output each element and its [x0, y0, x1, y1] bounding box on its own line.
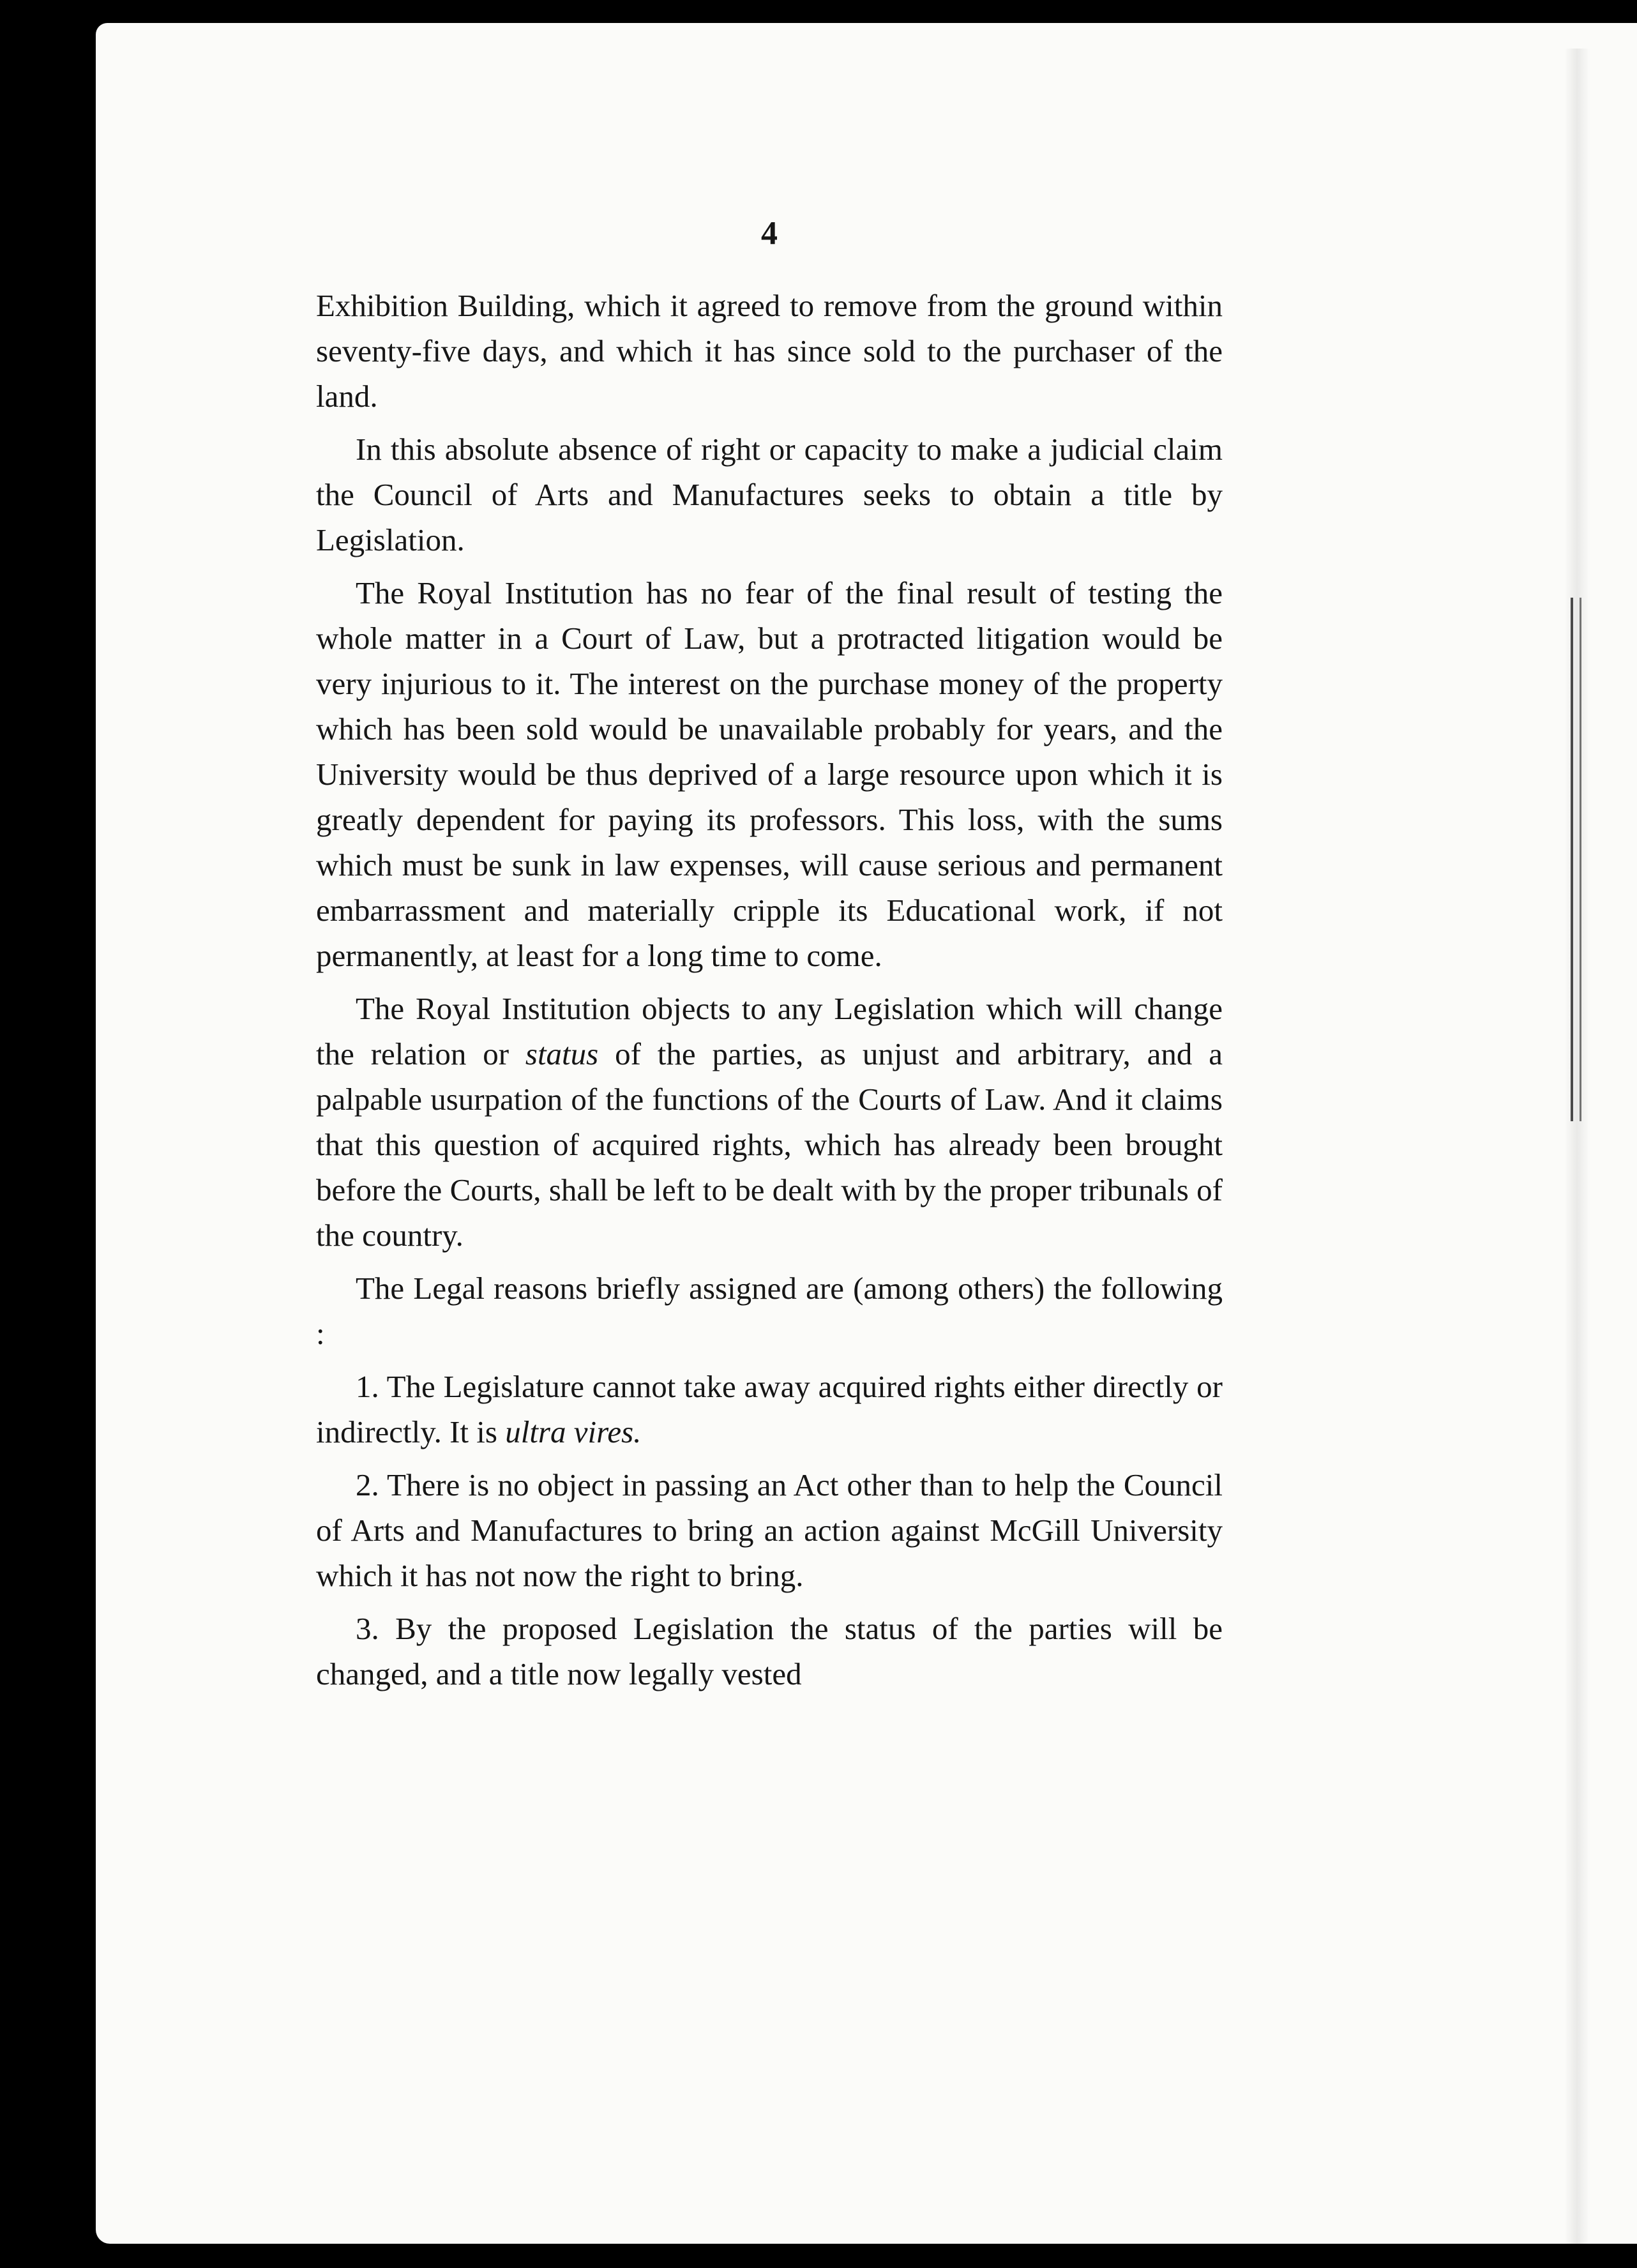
reason-2: 2. There is no object in passing an Act other than to help the Council of Arts and Manufactures to bring an action against McGill University which it has not now the right to bring.	[316, 1467, 1223, 1593]
page-number: 4	[761, 215, 778, 252]
paragraph-5: The Legal reasons briefly assigned are (among others) the following :	[316, 1271, 1223, 1351]
paragraph-4-text-before: The Royal Institution objects to any Legislation which will change the relation or	[316, 991, 1223, 1071]
page-fold-shadow	[1564, 49, 1590, 2264]
reason-1-text-before: 1. The Legislature cannot take away acquired rights either directly or indirectly. It is	[316, 1369, 1223, 1449]
paragraph-4-italic-term: status	[525, 1036, 599, 1071]
reason-1-italic-term: ultra vires.	[505, 1414, 642, 1449]
reason-1	[316, 1364, 1223, 1455]
document-body	[316, 211, 1223, 1704]
paragraph-2: In this absolute absence of right or capacity to make a judicial claim the Council of Arts and Manufactures seeks to obtain a title by Legislation.	[316, 432, 1223, 557]
paragraph-1: Exhibition Building, which it agreed to remove from the ground within seventy-five days, and which it has since sold to the purchaser of the land.	[316, 288, 1223, 414]
paragraph-3: The Royal Institution has no fear of the final result of testing the whole matter in a Court of Law, but a protracted litigation would be very injurious to it. The interest on the purchase money of the property which has been sold would be unavailable probably for years, and the University would be thus deprived of a large resource upon which it is greatly dependent for paying its professors. This loss, with the sums which must be sunk in law expenses, will cause serious and permanent embarrassment and materially cripple its Educational work, if not permanently, at least for a long time to come.	[316, 575, 1223, 973]
paragraph-4	[316, 986, 1223, 1258]
reason-3: 3. By the proposed Legislation the status of the parties will be changed, and a title now legally vested	[316, 1611, 1223, 1691]
page-fold-mark	[1571, 598, 1581, 1121]
paragraph-4-text-after: of the parties, as unjust and arbitrary, and a palpable usurpation of the functions of the Courts of Law. And it claims that this question of acquired rights, which has already been brought before the Courts, shall be left to be dealt with by the proper tribunals of the country.	[316, 1036, 1223, 1253]
